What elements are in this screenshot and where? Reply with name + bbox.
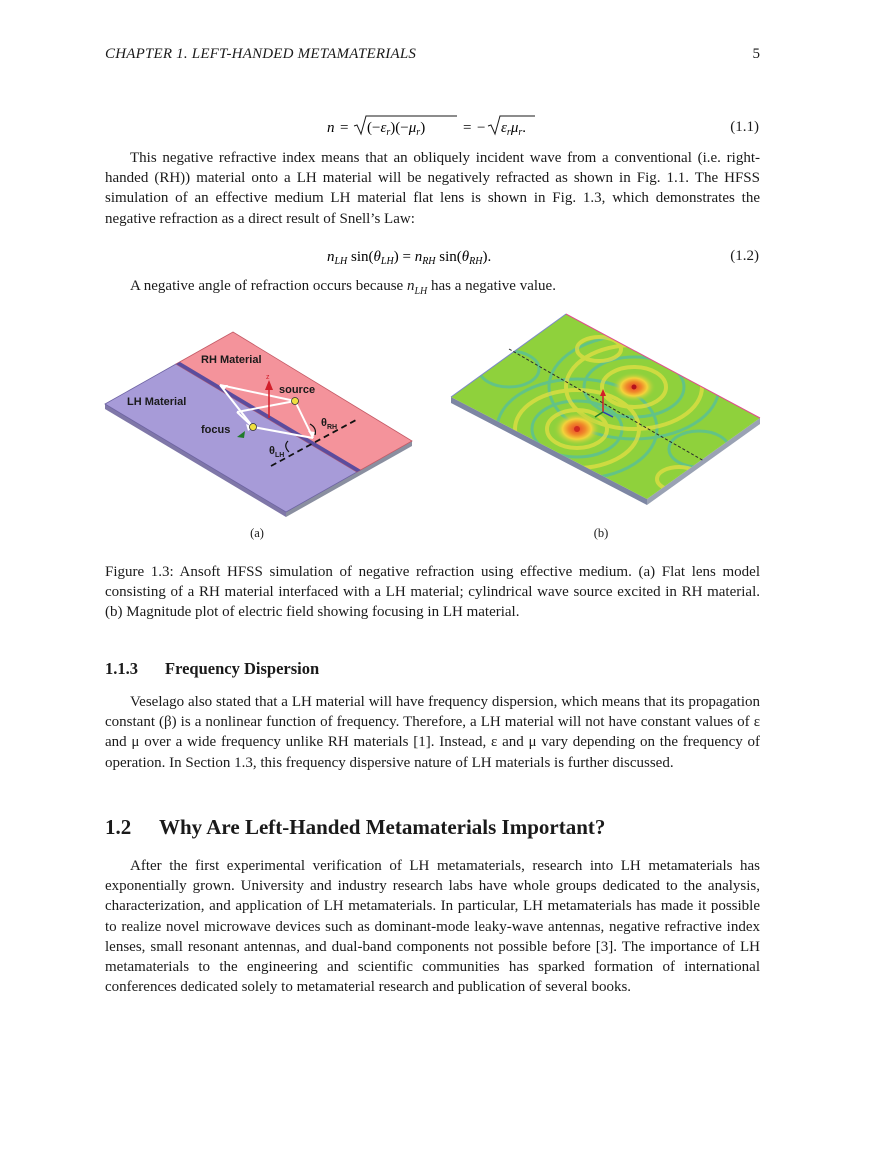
- focus-point: [250, 424, 257, 431]
- theta-rh-label: $\theta_{RH}$: [321, 417, 338, 431]
- source-label: source: [279, 384, 316, 396]
- running-header: CHAPTER 1. LEFT-HANDED METAMATERIALS: [105, 46, 417, 62]
- svg-text:εrμr.: $\varepsilon_r\mu_r$.: [501, 120, 527, 138]
- svg-text:n: n: [327, 120, 335, 136]
- page-number: 5: [752, 46, 760, 62]
- subfigure-label-b: (b): [593, 526, 609, 540]
- paragraph: This negative refractive index means that an obliquely incident wave from a conventional (i.e. right-handed (RH)) material onto a LH material will be negatively refracted as shown in Fig. 1.1. The HFSS simulation of an effective medium LH material flat lens is shown in Fig. 1.3, which demonstrates the negative refraction as a direct result of Snell’s Law:: [105, 150, 760, 227]
- subsection-heading: [105, 659, 319, 679]
- field-magnitude-plot: [449, 309, 761, 517]
- source-point: [292, 398, 299, 405]
- flat-lens-diagram: [103, 328, 418, 518]
- section-title: Why Are Left-Handed Metamaterials Important?: [159, 815, 606, 839]
- paragraph-text: has a negative value.: [427, 278, 556, 294]
- subsection-title: Frequency Dispersion: [165, 659, 320, 678]
- figure-caption: Figure 1.3: Ansoft HFSS simulation of negative refraction using effective medium. (a) Flat lens model consisting of a RH material interfaced with a LH material; cylindrical wave source excited in RH material. (b) Magnitude plot of electric field showing focusing in LH material.: [105, 564, 760, 621]
- paragraph-text: A negative angle of refraction occurs because: [130, 278, 407, 294]
- equation-1-2: [327, 245, 557, 269]
- equation-1-1: [327, 114, 547, 138]
- focus-label: focus: [201, 424, 231, 436]
- svg-text:−: −: [477, 120, 486, 136]
- svg-text:nLH sin(θLH) = nRH sin(θRH).: $n_{LH}$ $\sin(\theta_{LH}) = n_{RH}$ $\sin(\theta_{RH})$.: [327, 249, 492, 267]
- inline-math: $n_{LH}$: [406, 278, 428, 297]
- svg-text:=: =: [463, 120, 472, 136]
- section-number: 1.2: [105, 815, 132, 839]
- equation-number: (1.2): [730, 248, 759, 264]
- z-axis-label: z: [266, 374, 270, 381]
- section-body: After the first experimental verification of LH metamaterials, research into LH metamaterials has exponentially grown. University and industry research labs have whole groups dedicated to the analysis, characterization, and application of LH metamaterials. In particular, LH metamaterials has made it possible to realize novel microwave devices such as dominant-mode leaky-wave antennas, negative refractive index lenses, small resonant antennas, and dual-band components not possible before [3]. The importance of LH metamaterials to the engineering and scientific communities has sparked formation of international conferences dedicated solely to metamaterial research and publication of several books.: [105, 858, 760, 996]
- figure-b-field-plot: [449, 309, 761, 517]
- theta-lh-label: $\theta_{LH}$: [269, 445, 285, 459]
- subfigure-label-a: (a): [250, 526, 264, 540]
- svg-text:(−εr)(−μr): $(-\varepsilon_r)(-\mu_r)$: [367, 120, 426, 138]
- figure-a-diagram: [103, 328, 418, 518]
- subsection-number: 1.1.3: [105, 659, 138, 678]
- paragraph: [105, 276, 760, 302]
- equation-number: (1.1): [730, 119, 759, 135]
- subsection-body: Veselago also stated that a LH material will have frequency dispersion, which means that its propagation constant (β) is a nonlinear function of frequency. Therefore, a LH material will not have constant values of ε and μ over a wide frequency unlike RH materials [1]. Instead, ε and μ vary depending on the frequency of operation. In Section 1.3, this frequency dispersive nature of LH materials is further discussed.: [105, 694, 760, 771]
- lh-material-label: LH Material: [127, 396, 187, 408]
- equation-1-1-formula: [327, 114, 547, 138]
- equation-1-2-formula: [327, 245, 557, 269]
- section-heading: [105, 815, 605, 840]
- svg-text:=: =: [340, 120, 349, 136]
- rh-material-label: RH Material: [201, 354, 262, 366]
